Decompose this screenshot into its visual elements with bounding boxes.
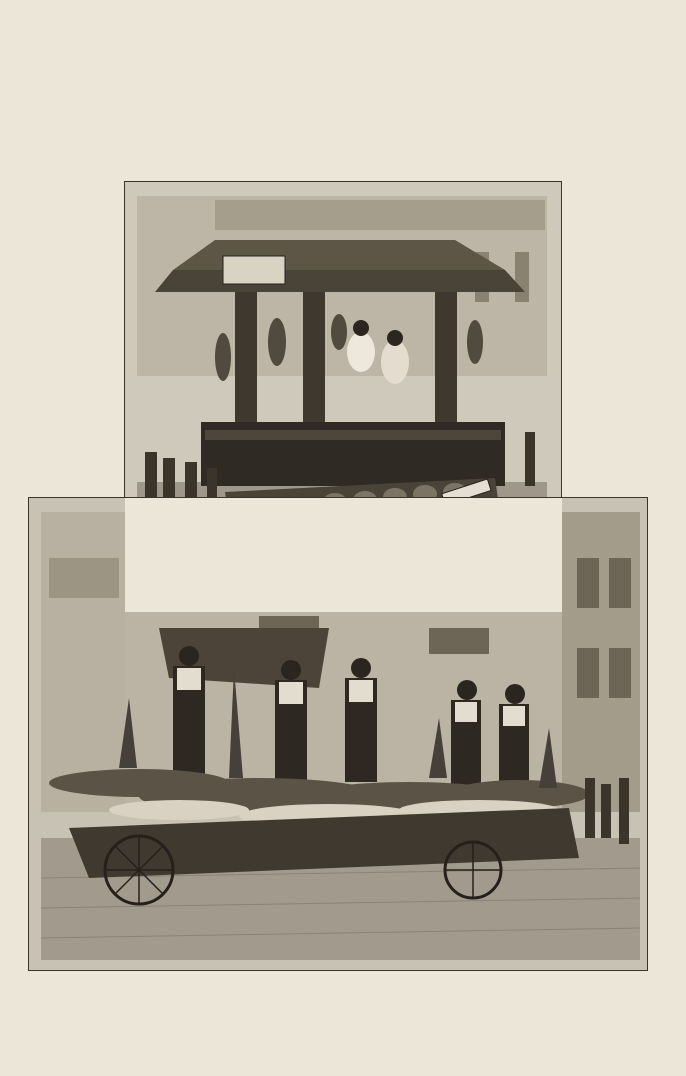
carriage-photo-bottom xyxy=(29,498,647,970)
photo-carro-tabacos xyxy=(28,497,648,971)
page-header xyxy=(38,28,648,48)
